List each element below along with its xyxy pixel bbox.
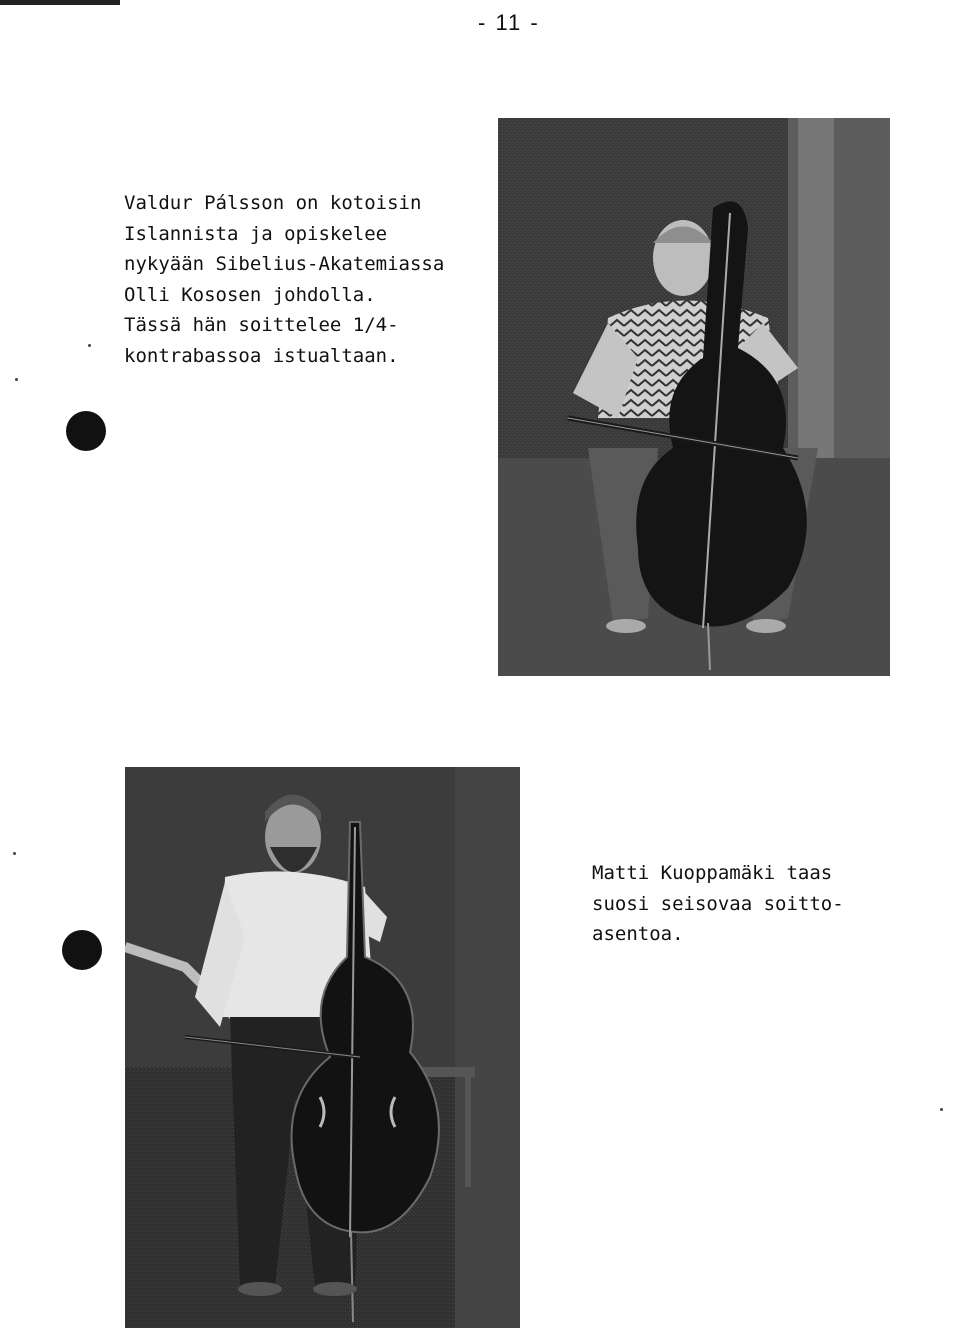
caption-line: asentoa. bbox=[592, 923, 684, 945]
caption-line: nykyään Sibelius-Akatemiassa bbox=[124, 253, 445, 275]
photo-seated-player bbox=[498, 118, 890, 676]
caption-line: Tässä hän soittelee 1/4- bbox=[124, 314, 399, 336]
photo-standing-player bbox=[125, 767, 520, 1328]
scan-speck bbox=[13, 852, 16, 855]
caption-bottom bbox=[592, 858, 844, 950]
caption-line: Valdur Pálsson on kotoisin bbox=[124, 192, 422, 214]
page-number: - 11 - bbox=[478, 10, 540, 35]
scan-edge-mark bbox=[0, 0, 120, 5]
scan-speck bbox=[15, 378, 18, 381]
punch-hole bbox=[62, 930, 102, 970]
standing-player-illustration bbox=[125, 767, 520, 1328]
caption-line: suosi seisovaa soitto- bbox=[592, 892, 844, 915]
caption-top bbox=[124, 188, 444, 371]
punch-hole bbox=[66, 411, 106, 451]
caption-line: Olli Kososen johdolla. bbox=[124, 283, 376, 306]
caption-line: Matti Kuoppamäki taas bbox=[592, 862, 833, 884]
seated-player-illustration bbox=[498, 118, 890, 676]
scan-speck bbox=[940, 1108, 943, 1111]
caption-line: kontrabassoa istualtaan. bbox=[124, 344, 399, 367]
caption-line: Islannista ja opiskelee bbox=[124, 222, 388, 245]
scan-speck bbox=[88, 344, 91, 347]
